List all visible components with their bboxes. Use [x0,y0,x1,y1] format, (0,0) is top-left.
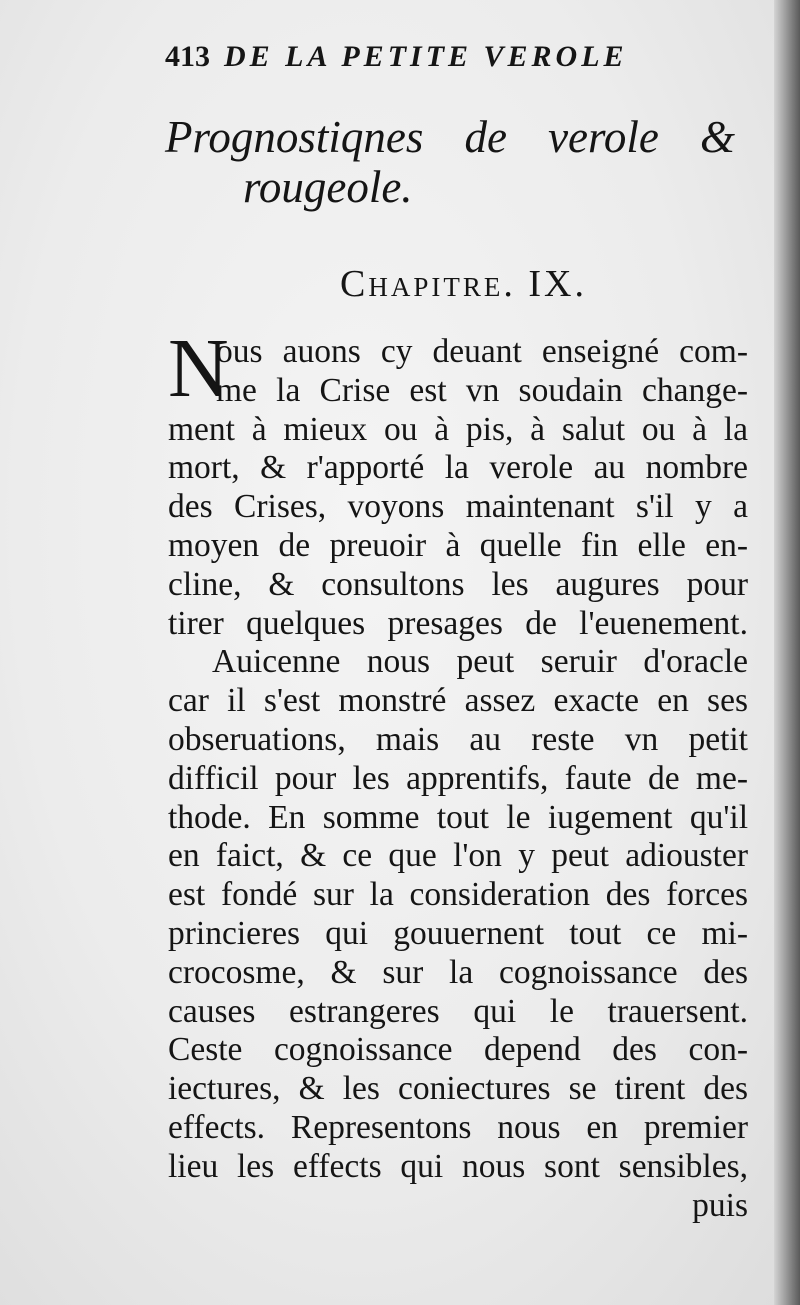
text-line: moyen de preuoir à quelle fin elle en- [168,526,748,564]
text-line: tirer quelques presages de l'euenement. [168,604,748,642]
text-line: est fondé sur la consideration des forces [168,876,748,914]
text-line: effects. Representons nous en premier [168,1108,748,1146]
text-line: crocosme, & sur la cognoissance des [168,953,748,991]
body-text [168,322,748,1225]
text-line: iectures, & les coniectures se tirent des [168,1070,748,1108]
title-word: & [699,112,735,162]
text-line: Ceste cognoissance depend des con- [168,1031,748,1069]
title-word: de [464,112,507,162]
title-word: Prognostiqnes [165,112,424,162]
text-line: causes estrangeres qui le trauersent. [168,992,748,1030]
text-line: difficil pour les apprentifs, faute de me- [168,759,748,797]
section-title-line-2: rougeole. [243,162,413,212]
text-line: thode. En somme tout le iugement qu'il [168,798,748,836]
section-title-line-1 [165,110,735,164]
text-line: ous auons cy deuant enseigné com- [216,333,748,370]
drop-cap: N [168,322,229,415]
page-gutter-shadow [774,0,800,1305]
text-line: Auicenne nous peut seruir d'oracle [212,643,748,681]
page-number: 413 [165,40,210,73]
text-line: ment à mieux ou à pis, à salut ou à la [168,410,748,448]
text-line: obseruations, mais au reste vn petit [168,720,748,758]
text-line: mort, & r'apporté la verole au nombre [168,449,748,487]
text-line: me la Crise est vn soudain change- [216,371,748,409]
running-header [165,40,725,74]
section-title [165,110,745,214]
catchword: puis [692,1186,748,1224]
text-line: en faict, & ce que l'on y peut adiouster [168,837,748,875]
text-line: lieu les effects qui nous sont sensibles, [168,1147,748,1185]
text-line: car il s'est monstré assez exacte en ses [168,682,748,720]
title-word: verole [548,112,659,162]
chapter-heading: Chapitre. IX. [340,263,587,305]
running-head-title: DE LA PETITE VEROLE [224,40,628,73]
text-line: des Crises, voyons maintenant s'il y a [168,488,748,526]
text-line: princieres qui gouuernent tout ce mi- [168,914,748,952]
text-line: cline, & consultons les augures pour [168,565,748,603]
